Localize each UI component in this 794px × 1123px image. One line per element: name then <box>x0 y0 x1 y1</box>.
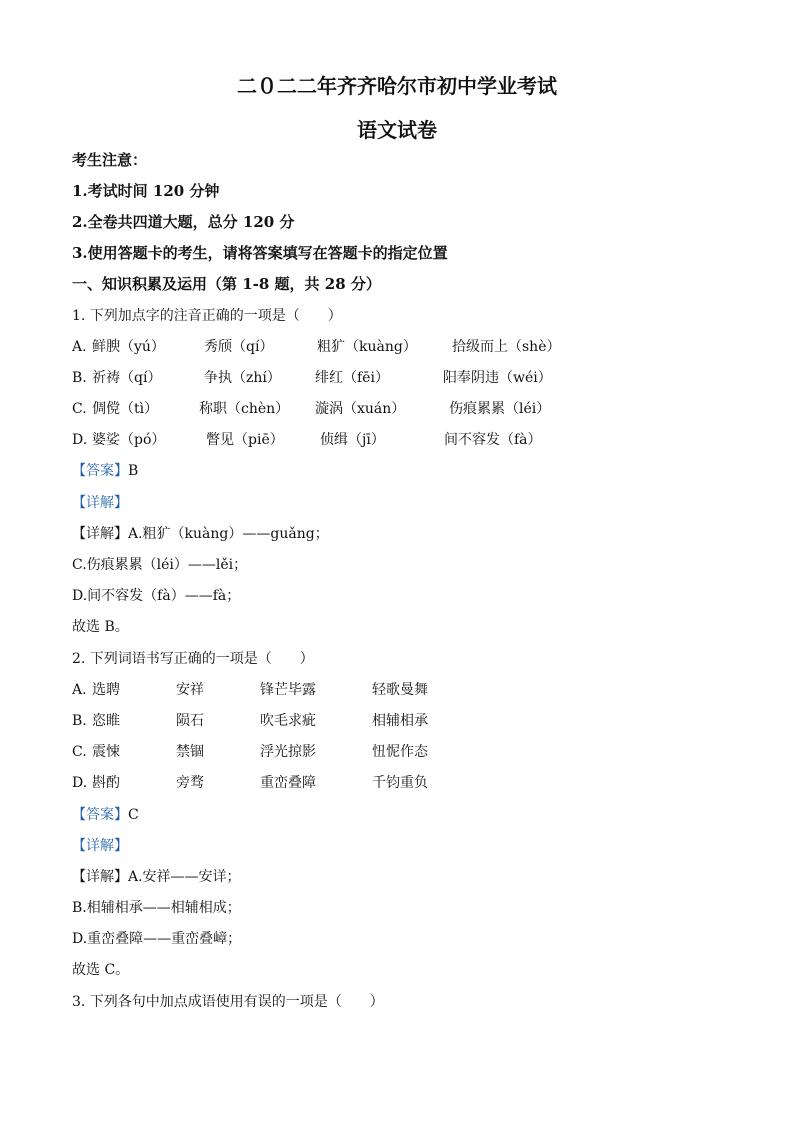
notice-item: 3.使用答题卡的考生，请将答案填写在答题卡的指定位置 <box>72 244 448 262</box>
option-item: 秀颀（qí） <box>204 339 274 355</box>
option-item: 间不容发（fà） <box>444 432 542 448</box>
option-item: 恣睢 <box>92 713 120 729</box>
notice-item: 1.考试时间 120 分钟 <box>72 182 220 200</box>
option-item: 千钧重负 <box>372 775 428 791</box>
answer-value: B <box>128 463 139 479</box>
notice-heading: 考生注意： <box>72 151 148 169</box>
option-item: 倜傥（tì） <box>92 401 159 417</box>
option-item: 婆娑（pó） <box>92 432 166 448</box>
option-item: 选聘 <box>92 682 120 698</box>
detail-line: 故选 C。 <box>72 962 130 978</box>
detail-line: D.重峦叠障——重峦叠嶂； <box>72 931 242 947</box>
option-item: 陨石 <box>176 713 204 729</box>
option-letter: A. <box>72 339 87 355</box>
option-item: 侦缉（jī） <box>320 432 385 448</box>
question-stem: 1. 下列加点字的注音正确的一项是（ ） <box>72 308 342 324</box>
exam-subtitle: 语文试卷 <box>357 118 437 142</box>
detail-line: 【详解】A.安祥——安详； <box>72 869 241 885</box>
option-item: 吹毛求疵 <box>260 713 316 729</box>
option-letter: D. <box>72 432 88 448</box>
option-item: 争执（zhí） <box>204 370 281 386</box>
option-item: 伤痕累累（léi） <box>449 401 551 417</box>
option-letter: C. <box>72 401 87 417</box>
exam-title: 二０二二年齐齐哈尔市初中学业考试 <box>237 74 557 98</box>
section-heading: 一、知识积累及运用（第 1-8 题，共 28 分） <box>72 275 381 293</box>
option-item: 漩涡（xuán） <box>315 401 406 417</box>
option-item: 锋芒毕露 <box>260 682 316 698</box>
option-item: 重峦叠障 <box>260 775 316 791</box>
option-letter: B. <box>72 713 87 729</box>
option-letter: A. <box>72 682 87 698</box>
option-item: 绯红（fēi） <box>315 370 389 386</box>
option-item: 阳奉阴违（wéi） <box>443 370 552 386</box>
answer-line <box>72 461 138 481</box>
option-letter: C. <box>72 744 87 760</box>
option-item: 忸怩作态 <box>372 744 428 760</box>
detail-line: D.间不容发（fà）——fà； <box>72 588 241 604</box>
answer-value: C <box>128 807 139 823</box>
option-item: 禁锢 <box>176 744 204 760</box>
option-letter: B. <box>72 370 87 386</box>
option-letter: D. <box>72 775 88 791</box>
question-stem: 3. 下列各句中加点成语使用有误的一项是（ ） <box>72 994 384 1010</box>
detail-line: 【详解】A.粗犷（kuàng）——guǎng； <box>72 526 329 542</box>
option-item: 震悚 <box>92 744 120 760</box>
option-item: 祈祷（qí） <box>92 370 162 386</box>
answer-tag: 【答案】 <box>72 463 128 479</box>
option-item: 鲜腴（yú） <box>92 339 165 355</box>
detail-line: B.相辅相承——相辅相成； <box>72 900 241 916</box>
detail-line: C.伤痕累累（léi）——lěi； <box>72 557 248 573</box>
detail-tag: 【详解】 <box>72 838 128 854</box>
option-item: 安祥 <box>176 682 204 698</box>
detail-line: 故选 B。 <box>72 619 129 635</box>
option-item: 轻歌曼舞 <box>372 682 428 698</box>
option-item: 旁骛 <box>176 775 204 791</box>
option-item: 称职（chèn） <box>199 401 290 417</box>
detail-tag: 【详解】 <box>72 495 128 511</box>
option-item: 斟酌 <box>92 775 120 791</box>
option-item: 瞥见（piē） <box>206 432 284 448</box>
option-item: 浮光掠影 <box>260 744 316 760</box>
question-stem: 2. 下列词语书写正确的一项是（ ） <box>72 651 314 667</box>
option-item: 拾级而上（shè） <box>452 339 561 355</box>
option-item: 相辅相承 <box>372 713 428 729</box>
notice-item: 2.全卷共四道大题，总分 120 分 <box>72 213 295 231</box>
option-item: 粗犷（kuàng） <box>317 339 417 355</box>
answer-line <box>72 805 139 825</box>
answer-tag: 【答案】 <box>72 807 128 823</box>
